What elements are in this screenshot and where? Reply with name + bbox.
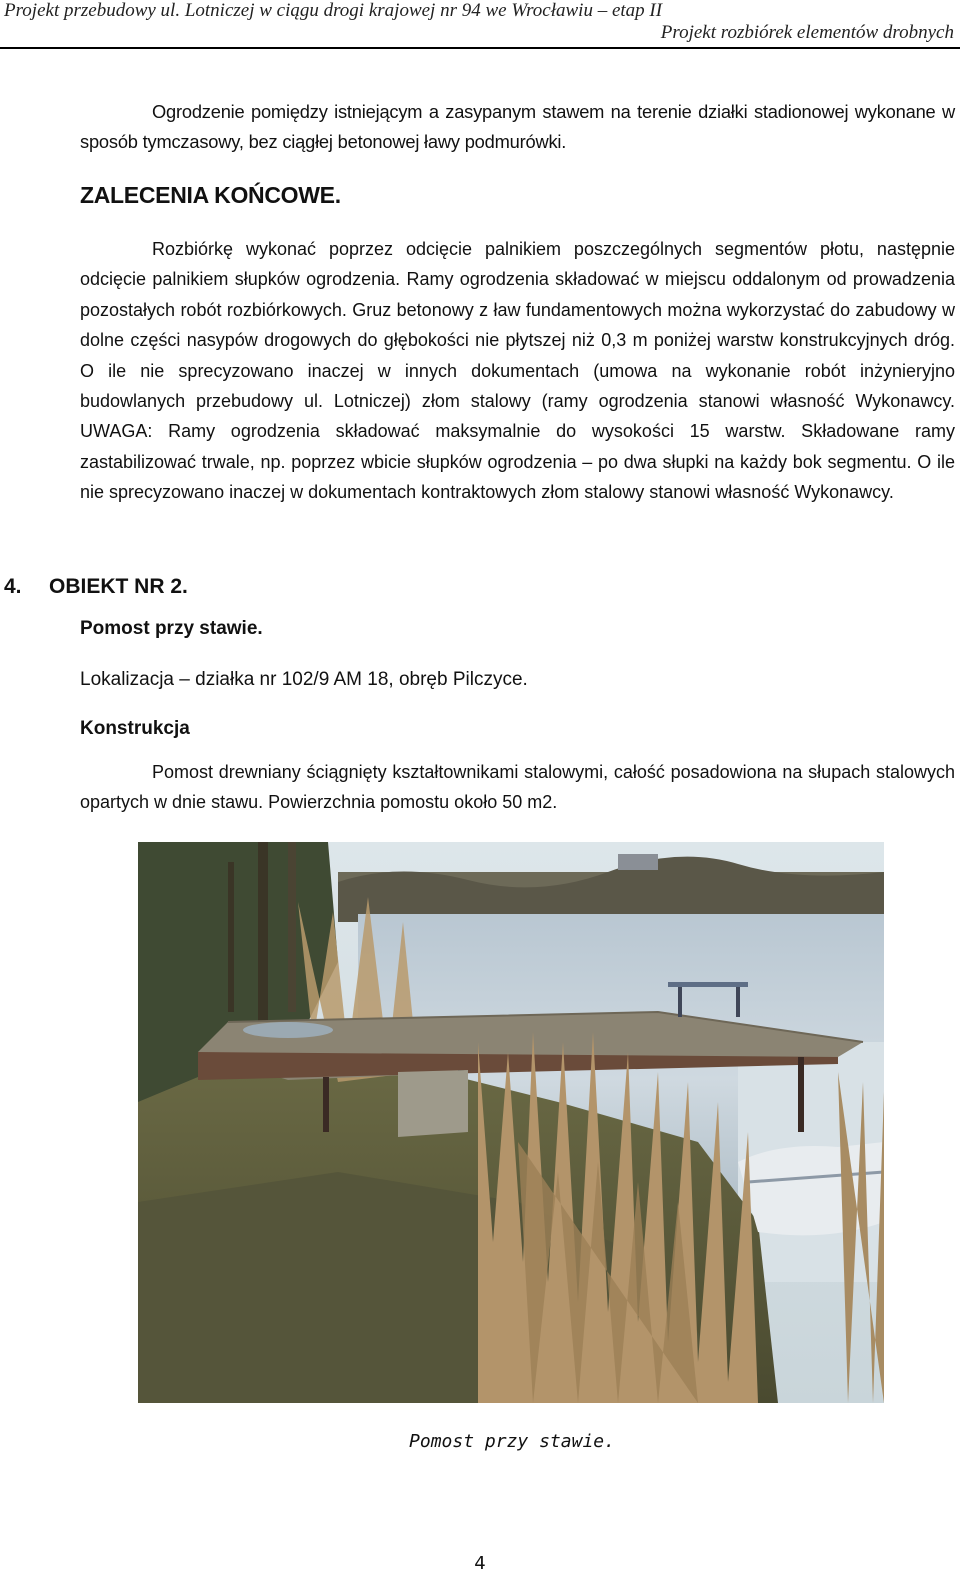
paragraph-recommendations: Rozbiórkę wykonać poprzez odcięcie palnikiem poszczególnych segmentów płotu, następnie odcięcie palnikiem słupków ogrodzenia. Ramy ogrodzenia składować w miejscu oddalonym od prowadzenia pozostałych robót rozbiórkowych. Gruz betonowy z ław fundamentowych można wykorzystać do zabudowy w dolne części nasypów drogowych do głębokości nie płytszej niż 0,3 m poniżej warstw konstrukcyjnych dróg. O ile nie sprecyzowano inaczej w innych dokumentach (umowa na wykonanie robót inżynieryjno budowlanych przebudowy ul. Lotniczej) złom stalowy (ramy ogrodzenia stanowi własność Wykonawcy. UWAGA: Ramy ogrodzenia składować maksymalnie do wysokości 15 warstw. Składowane ramy zastabilizować trwale, np. poprzez wbicie słupków ogrodzenia – po dwa słupki na każdy bok segmentu. O ile nie sprecyzowano inaczej w dokumentach kontraktowych złom stalowy stanowi własność Wykonawcy. (80, 239, 955, 503)
paragraph-fence-description: Ogrodzenie pomiędzy istniejącym a zasypanym stawem na terenie działki stadionowej wykonane w sposób tymczasowy, bez ciągłej betonowej ławy podmurówki. (80, 101, 955, 153)
photo-caption: Pomost przy stawie. (409, 1431, 615, 1452)
construction-heading: Konstrukcja (80, 718, 190, 739)
section-title-object-2: OBIEKT NR 2. (49, 575, 188, 598)
location-line: Lokalizacja – działka nr 102/9 AM 18, obręb Pilczyce. (80, 669, 528, 690)
pier-photo (138, 842, 884, 1403)
section-heading-final-recommendations: ZALECENIA KOŃCOWE. (80, 182, 341, 208)
header-project-title: Projekt przebudowy ul. Lotniczej w ciągu drogi krajowej nr 94 we Wrocławiu – etap II (4, 0, 663, 21)
subtitle-pier: Pomost przy stawie. (80, 618, 263, 639)
section-number: 4. (4, 575, 22, 598)
header-document-title: Projekt rozbiórek elementów drobnych (660, 22, 954, 43)
page-number: 4 (474, 1553, 486, 1574)
pier-photo-illustration (138, 842, 884, 1403)
paragraph-construction: Pomost drewniany ściągnięty kształtownikami stalowymi, całość posadowiona na słupach stalowych opartych w dnie stawu. Powierzchnia pomostu około 50 m2. (80, 762, 955, 813)
page-header (0, 0, 960, 50)
header-divider (0, 47, 960, 49)
